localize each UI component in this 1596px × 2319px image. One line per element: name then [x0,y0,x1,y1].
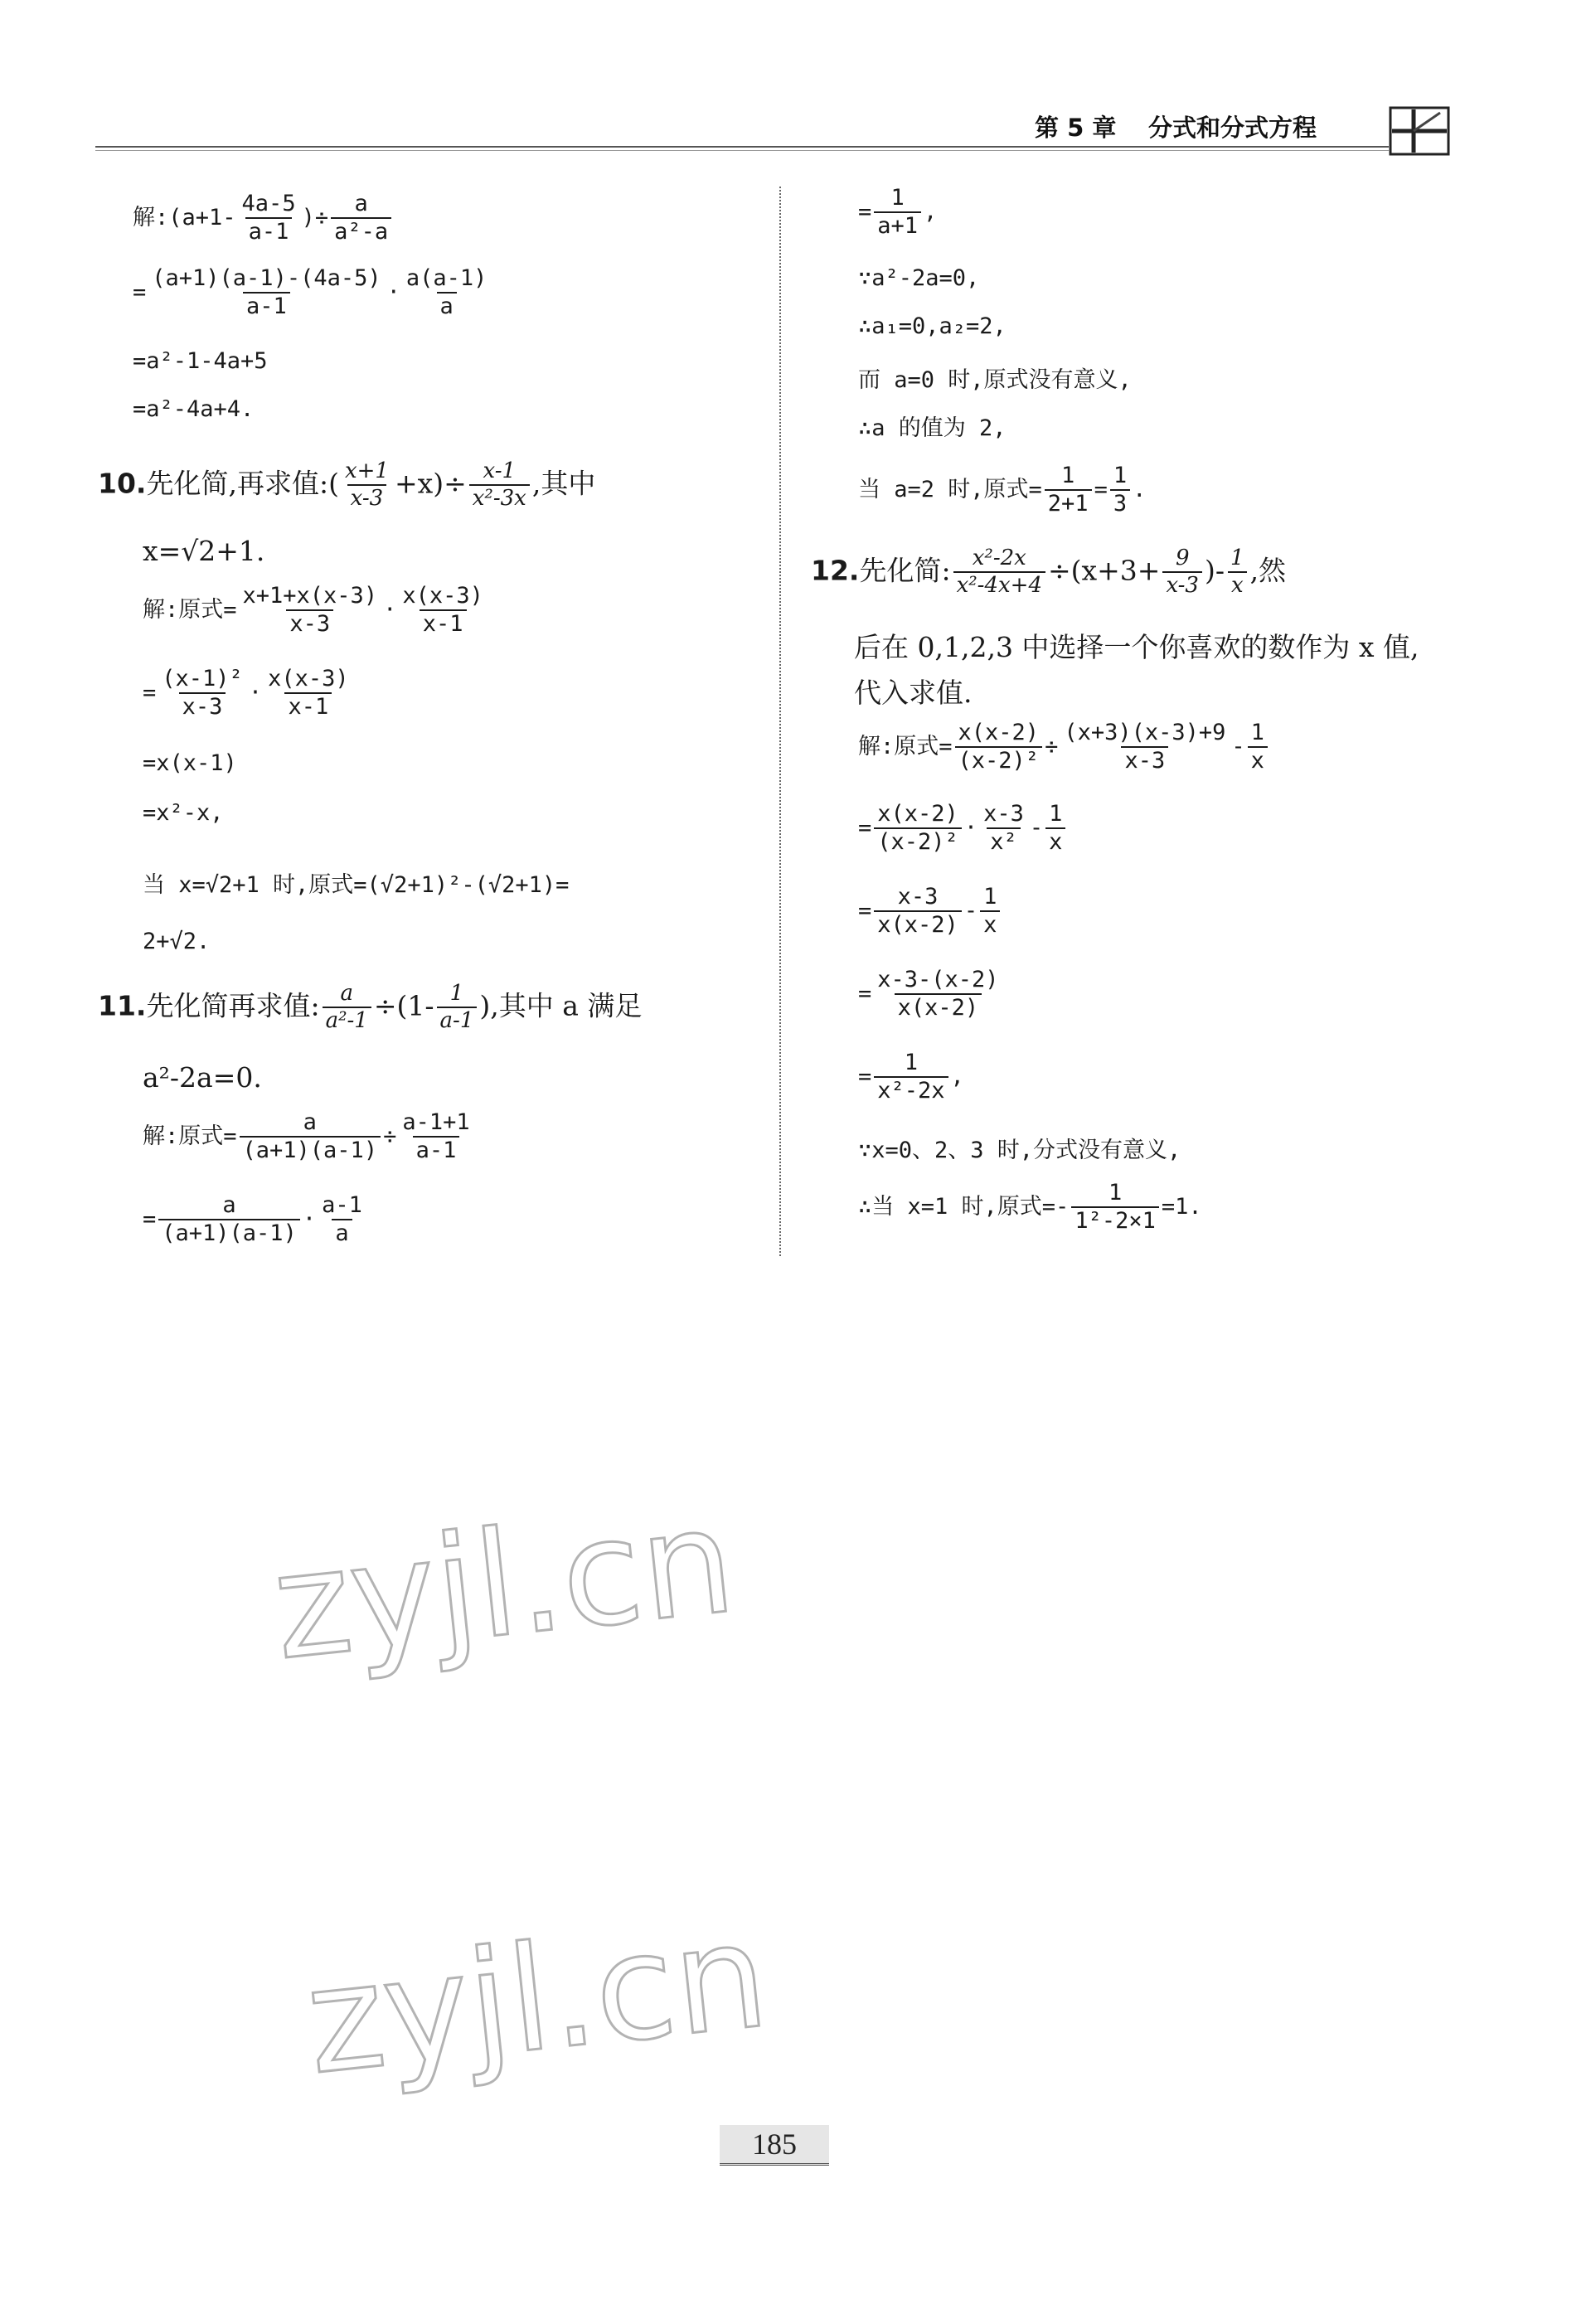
q11-solution-line-1: 解:原式= $\frac{a}{(a+1)(a-1)}$ ÷ $\frac{a-1+1}{a-1}$ [143,1109,470,1164]
q11-cont-line-5: ∴a 的值为 2, [858,415,1007,441]
q9-solution-line-2: = $\frac{(a+1)(a-1)-(4a-5)}{a-1}$ · $\frac{a(a-1)}{a}$ [133,265,488,320]
q9-solution-line-4: =a²-4a+4. [133,396,255,422]
crosshair-icon [1389,106,1450,156]
chapter-label: 第 5 章 [1035,114,1117,142]
header-rule [95,146,1389,148]
q11-cont-line-1: = $\frac{1}{a+1}$ , [858,185,938,240]
q10-solution-line-2: = $\frac{\text{(x-1)²}}{x-3}$ · $\frac{x(x-3)}{x-1}$ [143,666,349,720]
q10-solution-line-3: =x(x-1) [143,750,237,776]
watermark: zyjl.cn [298,1891,775,2108]
q12-statement: 12.先化简: $\frac{\text{x²-2x}}{\text{x²-4x+4}}$ ÷(x+3+ $\frac{9}{x-3}$ )- $\frac{1}{x}$ ,然 [811,546,1287,599]
q10-solution-line-1: 解:原式= $\frac{x+1+x(x-3)}{x-3}$ · $\frac{x(x-3)}{x-1}$ [143,583,483,638]
q9-solution-line-3: =a²-1-4a+5 [133,348,268,374]
q11-solution-line-2: = $\frac{a}{(a+1)(a-1)}$ · $\frac{a-1}{a}$ [143,1192,362,1247]
q10-solution-line-4: =x²-x, [143,800,224,826]
q12-statement-line-3: 代入求值. [854,677,973,709]
q10-statement: 10.先化简,再求值:( $\frac{x+1}{x-3}$ +x)÷ $\frac{x-1}{\text{x²-3x}}$ ,其中 [98,458,596,512]
q12-statement-line-2: 后在 0,1,2,3 中选择一个你喜欢的数作为 x 值, [854,631,1419,663]
q12-solution-line-2: = $\frac{x(x-2)}{\text{(x-2)²}}$ · $\frac{x-3}{\text{x²}}$ - $\frac{1}{x}$ [858,803,1068,855]
q12-solution-line-4: = $\frac{x-3-(x-2)}{x(x-2)}$ [858,967,999,1021]
q12-solution-line-5: = $\frac{1}{\text{x²-2x}}$ , [858,1050,964,1104]
q11-statement: 11.先化简再求值: $\frac{a}{\text{a²-1}}$ ÷(1- $\frac{1}{a-1}$ ),其中 a 满足 [98,981,643,1034]
header-rule-thin [95,150,1389,151]
watermark: zyjl.cn [265,1477,742,1693]
q10-solution-line-5: 当 x=√2+1 时,原式=(√2+1)²-(√2+1)= [143,872,570,898]
chapter-title: 分式和分式方程 [1148,114,1317,142]
q10-condition: x=√2+1. [143,535,265,567]
q11-condition: a²-2a=0. [143,1061,262,1094]
q11-cont-line-6: 当 a=2 时,原式= $\frac{1}{2+1}$ = $\frac{1}{3}$ . [858,463,1147,517]
q9-solution-line-1: 解:(a+1- $\frac{4a-5}{a-1}$ )÷ $\frac{a}{\text{a²-a}}$ [133,192,394,245]
q10-solution-line-6: 2+√2. [143,929,211,954]
column-divider [779,187,781,1256]
q11-cont-line-4: 而 a=0 时,原式没有意义, [858,367,1132,393]
page-number: 185 [720,2125,829,2166]
q12-solution-line-1: 解:原式= $\frac{x(x-2)}{\text{(x-2)²}}$ ÷ $\frac{(x+3)(x-3)+9}{x-3}$ - $\frac{1}{x}$ [858,721,1270,774]
q12-solution-line-7: ∴当 x=1 时,原式=- $\frac{1}{\text{1²-2×1}}$ =1. [858,1180,1202,1235]
q12-solution-line-6: ∵x=0、2、3 时,分式没有意义, [858,1138,1181,1163]
q11-cont-line-3: ∴a₁=0,a₂=2, [858,313,1007,339]
q12-solution-line-3: = $\frac{x-3}{x(x-2)}$ - $\frac{1}{x}$ [858,885,1002,938]
q11-cont-line-2: ∵a²-2a=0, [858,265,980,291]
